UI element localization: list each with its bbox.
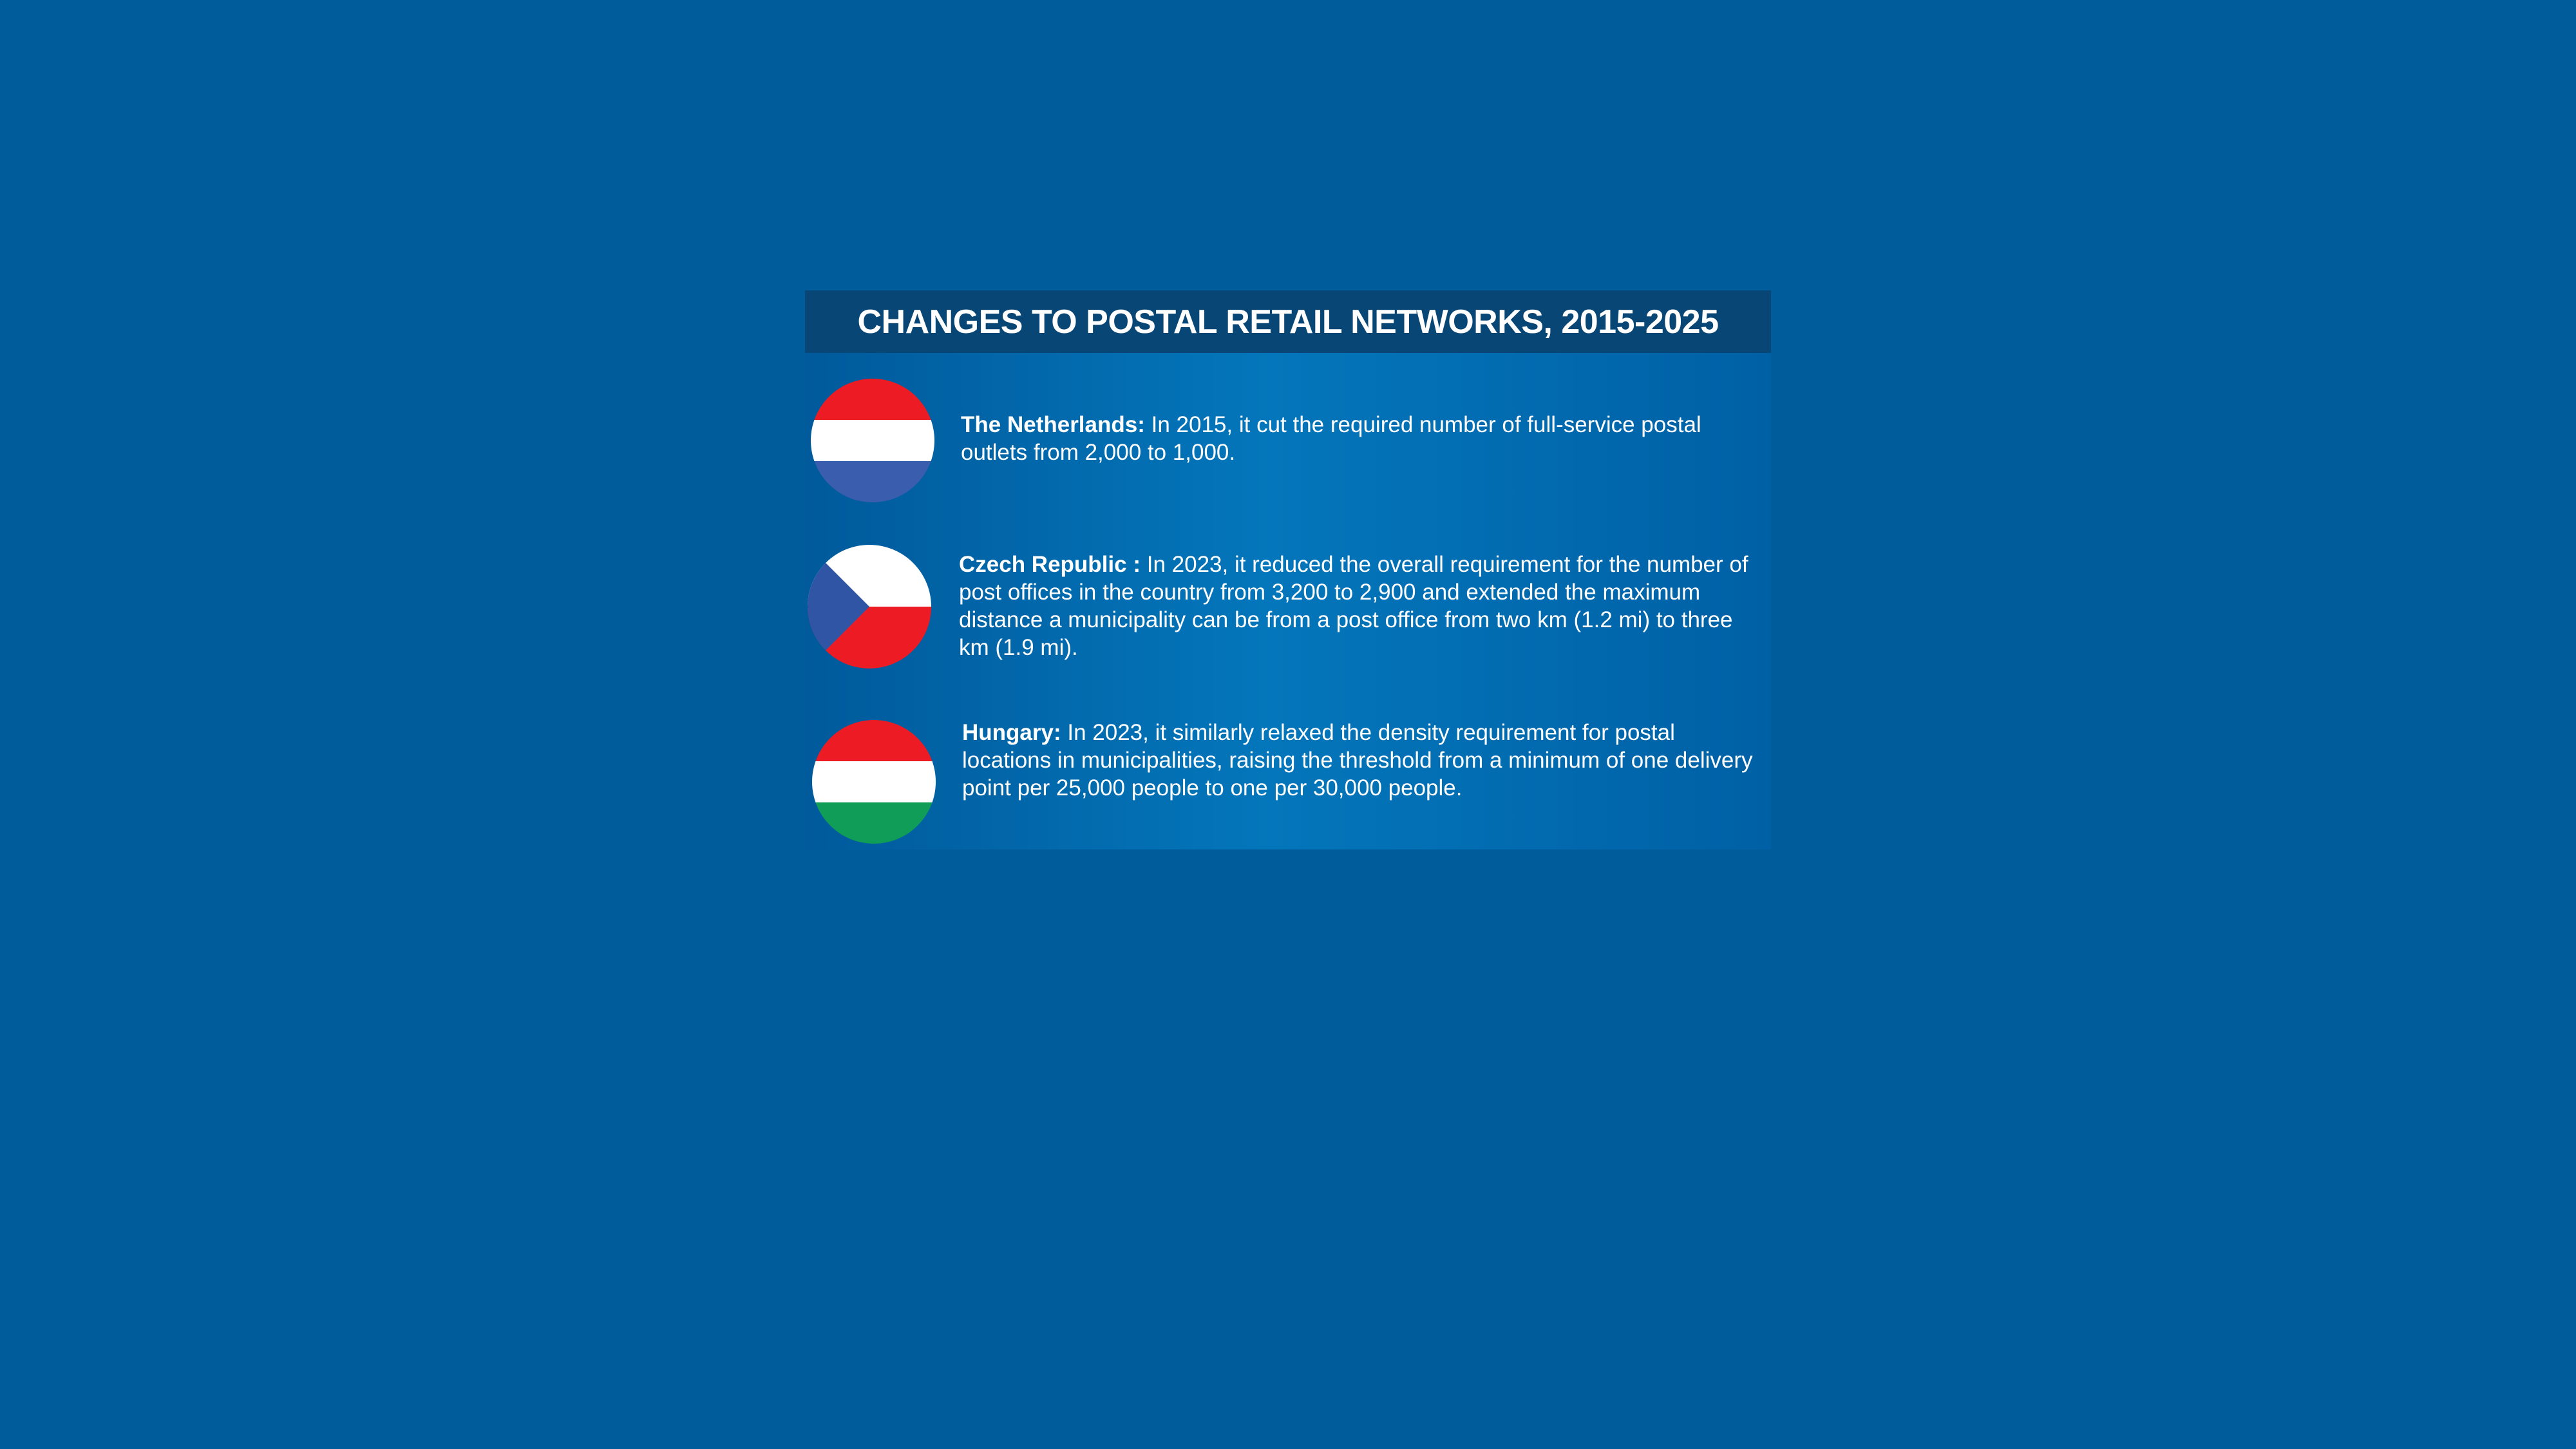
hungary-description xyxy=(962,719,1761,802)
postal-networks-card xyxy=(805,290,1771,849)
country-name: Hungary: xyxy=(962,720,1061,745)
czech-republic-flag-graphic xyxy=(808,545,931,668)
netherlands-description xyxy=(961,411,1759,466)
czech-republic-description xyxy=(959,551,1764,661)
hungary-flag-icon xyxy=(812,720,936,844)
netherlands-flag-graphic xyxy=(811,379,934,502)
netherlands-flag-icon xyxy=(811,379,934,502)
country-name: The Netherlands: xyxy=(961,412,1145,437)
hungary-flag-graphic xyxy=(812,720,936,844)
country-name: Czech Republic : xyxy=(959,552,1141,577)
title-bar xyxy=(805,290,1771,353)
country-text: In 2023, it similarly relaxed the density requirement for postal locations in municipalities, raising the threshold from a minimum of one delivery point per 25,000 people to one per 30,000 people. xyxy=(962,720,1753,800)
page-title: CHANGES TO POSTAL RETAIL NETWORKS, 2015-2025 xyxy=(857,303,1719,341)
czech-republic-flag-icon xyxy=(808,545,931,668)
country-text: In 2015, it cut the required number of full-service postal outlets from 2,000 to 1,000. xyxy=(961,412,1701,465)
country-text: In 2023, it reduced the overall requirement for the number of post offices in the country from 3,200 to 2,900 and extended the maximum distance a municipality can be from a post office from two km (1.2 mi) to three km (1.9 mi). xyxy=(959,552,1748,660)
